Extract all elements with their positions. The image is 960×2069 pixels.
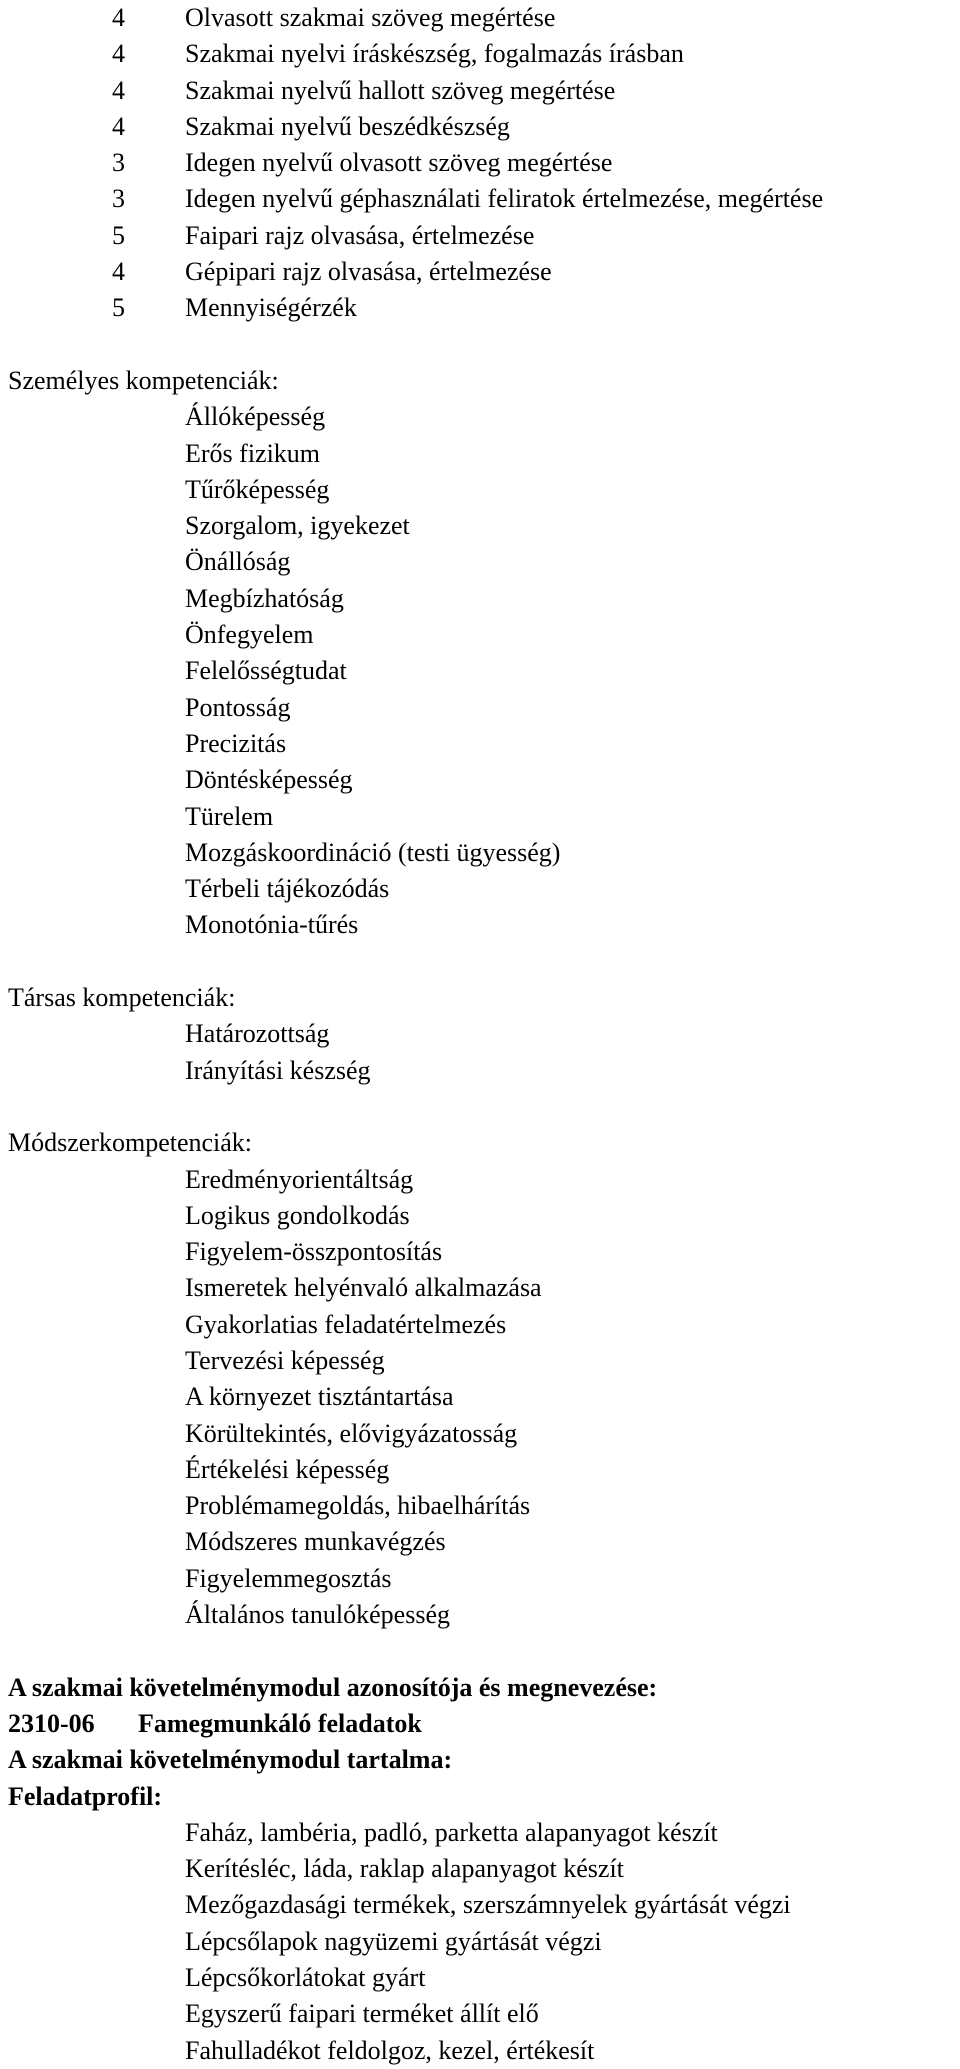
skill-level: 5 — [112, 220, 125, 250]
skill-text: Gépipari rajz olvasása, értelmezése — [185, 257, 552, 287]
module-section — [0, 1670, 960, 2069]
list-item: Határozottság — [185, 1019, 330, 1049]
list-item: Gyakorlatias feladatértelmezés — [185, 1309, 507, 1339]
list-item: Értékelési képesség — [185, 1454, 390, 1484]
task-item: Fahulladékot feldolgoz, kezel, értékesít — [185, 2035, 595, 2065]
skill-level: 4 — [112, 3, 125, 32]
task-item: Mezőgazdasági termékek, szerszámnyelek gyártását végzi — [185, 1890, 791, 1920]
list-item: Monotónia-tűrés — [185, 910, 359, 940]
list-item: Tervezési képesség — [185, 1345, 385, 1375]
method-competencies — [0, 1125, 960, 1633]
spacer — [0, 1633, 960, 1669]
skill-level: 3 — [112, 148, 125, 178]
spacer — [0, 944, 960, 980]
list-item: Irányítási készség — [185, 1055, 371, 1085]
personal-competencies — [0, 363, 960, 944]
list-item: Eredményorientáltság — [185, 1164, 414, 1194]
task-item: Kerítésléc, láda, raklap alapanyagot készít — [185, 1854, 624, 1884]
skill-level: 4 — [112, 39, 125, 69]
skill-level: 4 — [112, 75, 125, 105]
list-item: Mozgáskoordináció (testi ügyesség) — [185, 837, 561, 867]
list-item: Állóképesség — [185, 402, 326, 432]
skill-row — [0, 36, 960, 72]
skill-level: 5 — [112, 293, 125, 323]
skill-row — [0, 181, 960, 217]
module-code: 2310-06 — [8, 1708, 95, 1738]
skill-level: 4 — [112, 111, 125, 141]
skill-text: Szakmai nyelvű hallott szöveg megértése — [185, 75, 616, 105]
module-content-heading: A szakmai követelménymodul tartalma: — [8, 1745, 453, 1775]
list-item: Megbízhatóság — [185, 583, 344, 613]
task-item: Lépcsőkorlátokat gyárt — [185, 1963, 426, 1993]
skill-row — [0, 73, 960, 109]
list-item: Felelősségtudat — [185, 656, 347, 686]
list-item: Figyelemmegosztás — [185, 1563, 392, 1593]
module-id-heading: A szakmai követelménymodul azonosítója és megnevezése: — [8, 1672, 658, 1702]
list-item: Önállóság — [185, 547, 291, 577]
list-item: A környezet tisztántartása — [185, 1382, 454, 1412]
list-item: Önfegyelem — [185, 620, 314, 650]
skill-row — [0, 145, 960, 181]
skill-level: 3 — [112, 184, 125, 214]
list-item: Figyelem-összpontosítás — [185, 1237, 443, 1267]
list-item: Tűrőképesség — [185, 474, 330, 504]
skill-row — [0, 290, 960, 326]
list-item: Szorgalom, igyekezet — [185, 511, 410, 541]
list-item: Pontosság — [185, 692, 291, 722]
skill-text: Szakmai nyelvű beszédkészség — [185, 111, 510, 141]
list-item: Logikus gondolkodás — [185, 1200, 410, 1230]
section-heading: Módszerkompetenciák: — [8, 1128, 253, 1158]
skill-text: Faipari rajz olvasása, értelmezése — [185, 220, 535, 250]
skill-level: 4 — [112, 257, 125, 287]
social-competencies — [0, 980, 960, 1089]
skill-text: Olvasott szakmai szöveg megértése — [185, 3, 556, 32]
list-item: Türelem — [185, 801, 274, 831]
spacer — [0, 1089, 960, 1125]
section-heading: Személyes kompetenciák: — [8, 365, 279, 395]
skills-table — [0, 0, 960, 327]
list-item: Általános tanulóképesség — [185, 1600, 450, 1630]
list-item: Erős fizikum — [185, 438, 321, 468]
module-title — [0, 1706, 960, 1742]
skill-row — [0, 109, 960, 145]
skill-text: Idegen nyelvű olvasott szöveg megértése — [185, 148, 613, 178]
skill-text: Szakmai nyelvi íráskészség, fogalmazás írásban — [185, 39, 684, 69]
skill-row — [0, 218, 960, 254]
list-item: Döntésképesség — [185, 765, 353, 795]
list-item: Térbeli tájékozódás — [185, 874, 390, 904]
profile-heading: Feladatprofil: — [8, 1781, 163, 1811]
task-item: Faház, lambéria, padló, parketta alapanyagot készít — [185, 1817, 718, 1847]
list-item: Körültekintés, elővigyázatosság — [185, 1418, 518, 1448]
skill-row — [0, 254, 960, 290]
list-item: Precizitás — [185, 728, 287, 758]
section-heading: Társas kompetenciák: — [8, 983, 236, 1013]
list-item: Problémamegoldás, hibaelhárítás — [185, 1491, 531, 1521]
list-item: Módszeres munkavégzés — [185, 1527, 446, 1557]
skill-text: Idegen nyelvű géphasználati feliratok értelmezése, megértése — [185, 184, 824, 214]
skill-text: Mennyiségérzék — [185, 293, 357, 323]
module-name: Famegmunkáló feladatok — [138, 1708, 422, 1738]
task-item: Lépcsőlapok nagyüzemi gyártását végzi — [185, 1926, 602, 1956]
spacer — [0, 327, 960, 363]
list-item: Ismeretek helyénvaló alkalmazása — [185, 1273, 542, 1303]
skill-row — [0, 0, 960, 36]
task-item: Egyszerű faipari terméket állít elő — [185, 1999, 539, 2029]
